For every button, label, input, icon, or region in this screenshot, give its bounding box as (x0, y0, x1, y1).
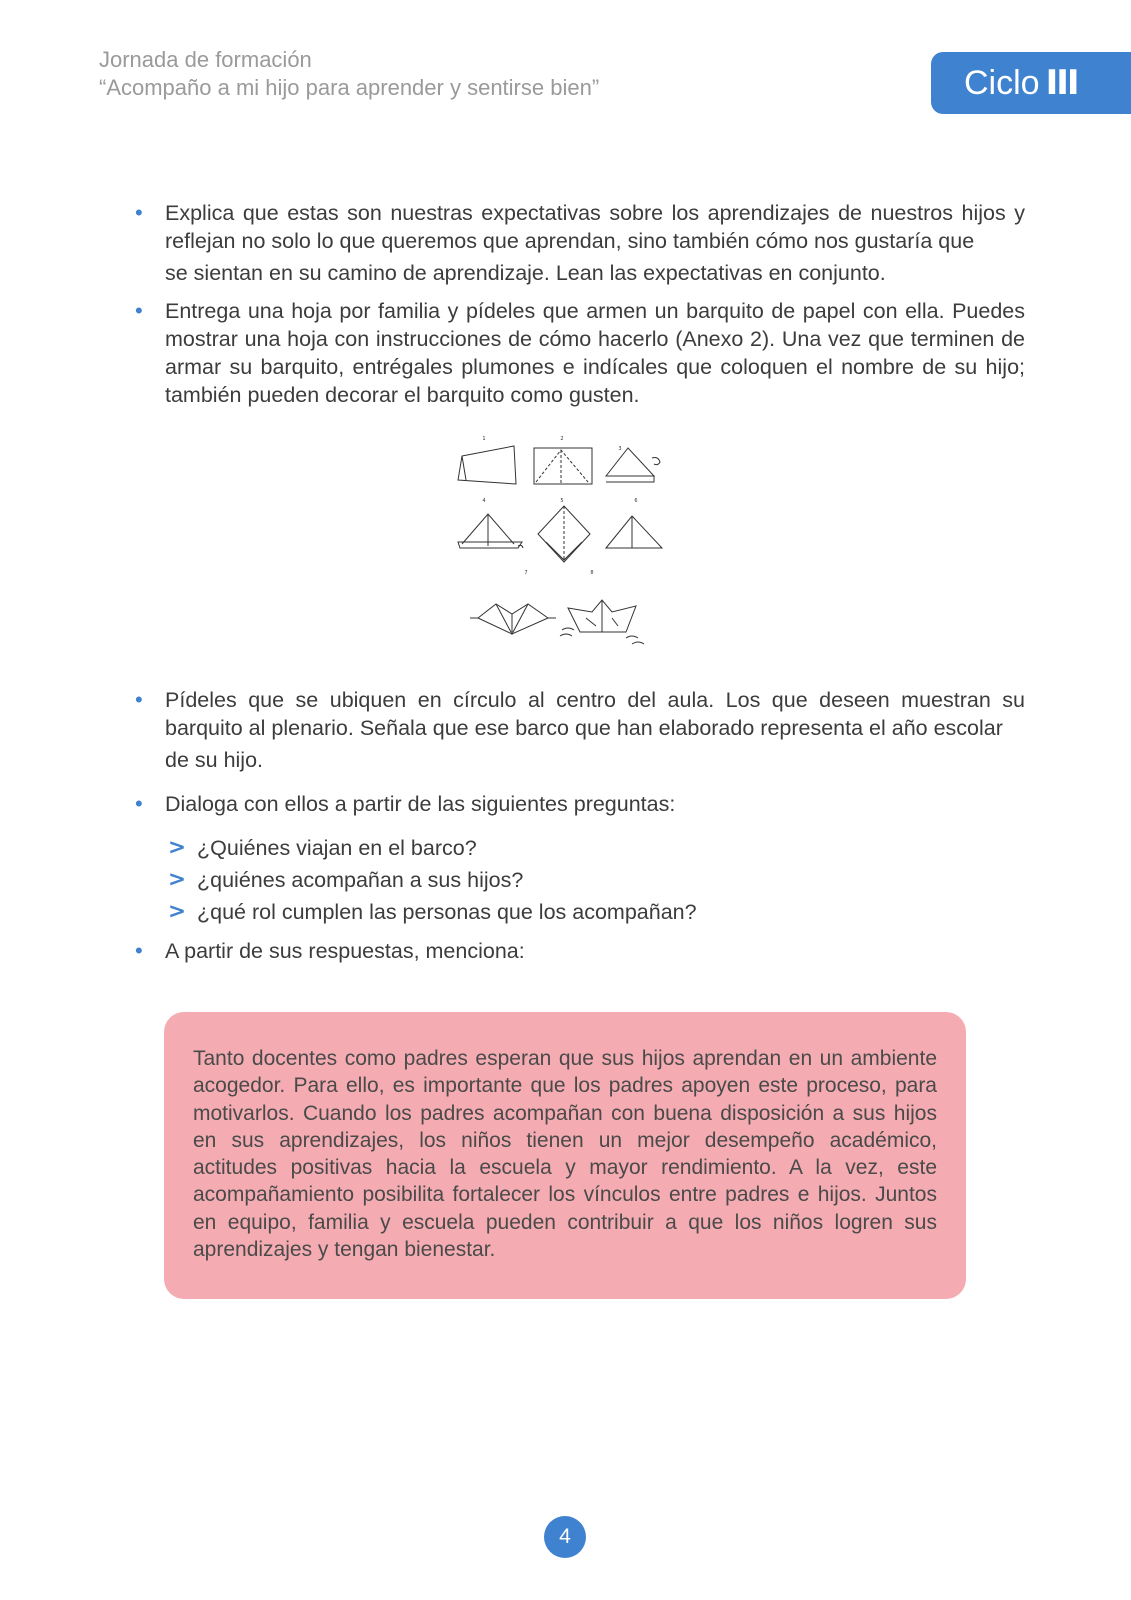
step-4-diagram (458, 514, 523, 548)
bullet-text-continued: de su hijo. (165, 748, 264, 772)
bullet-circle-activity (165, 686, 1025, 774)
step-6-diagram (606, 516, 662, 548)
step-5-diagram (538, 506, 590, 562)
cycle-tab (931, 52, 1131, 114)
question-item: > ¿Quiénes viajan en el barco? (197, 834, 477, 862)
bullet-text: Pídeles que se ubiquen en círculo al centro del aula. Los que deseen muestran su barquito al plenario. Señala que ese barco que han elaborado representa el año escolar (165, 688, 1025, 740)
step-7-diagram (470, 604, 556, 634)
header-subtitle: “Acompaño a mi hijo para aprender y sentirse bien” (99, 75, 600, 100)
running-header (99, 46, 599, 102)
bullet-paper-boat: • Entrega una hoja por familia y pídeles que armen un barquito de papel con ella. Puedes mostrar una hoja con instrucciones de cómo hacerlo (Anexo 2). Una vez que terminen de armar su barquito, entrégales plumones e indícales que coloquen el nombre de su hijo; también pueden decorar el barquito como gusten. (165, 297, 1025, 409)
step-2-diagram (534, 448, 592, 484)
step-8-diagram (560, 600, 644, 644)
step-1-diagram (458, 446, 516, 484)
question-item: > ¿qué rol cumplen las personas que los acompañan? (197, 898, 697, 926)
header-title: Jornada de formación (99, 47, 312, 72)
bullet-dialogue: • Dialoga con ellos a partir de las siguientes preguntas: (165, 790, 1025, 818)
step-label: 4 (482, 498, 486, 504)
question-item: > ¿quiénes acompañan a sus hijos? (197, 866, 523, 894)
step-label: 3 (618, 446, 622, 452)
step-label: 6 (634, 498, 638, 504)
highlight-text: Tanto docentes como padres esperan que sus hijos aprendan en un ambiente acogedor. Para ello, es importante que los padres apoyen este proceso, para motivarlos. Cuando los padres acompañan con buena disposición a sus hijos en sus aprendizajes, los niños tienen un mejor desempeño académico, actitudes positivas hacia la escuela y mayor rendimiento. A la vez, este acompañamiento posibilita fortalecer los vínculos entre padres e hijos. Juntos en equipo, familia y escuela pueden contribuir a que los niños logren sus aprendizajes y tengan bienestar. (193, 1047, 937, 1262)
step-label: 7 (524, 570, 528, 576)
highlight-box (164, 1012, 966, 1299)
step-label: 8 (590, 570, 594, 576)
step-3-diagram (606, 448, 660, 482)
step-label: 1 (482, 436, 486, 442)
page-number: 4 (544, 1516, 586, 1558)
bullet-expectations (165, 199, 1025, 287)
origami-boat-instructions (456, 434, 686, 654)
cycle-number: III (1045, 63, 1078, 103)
step-label: 5 (560, 498, 564, 504)
step-label: 2 (560, 436, 564, 442)
bullet-text: Explica que estas son nuestras expectativas sobre los aprendizajes de nuestros hijos y reflejan no solo lo que queremos que aprendan, sino también cómo nos gustaría que (165, 201, 1025, 253)
cycle-label: Ciclo (964, 64, 1040, 102)
bullet-text-continued: se sientan en su camino de aprendizaje. Lean las expectativas en conjunto. (165, 261, 886, 285)
bullet-mention: • A partir de sus respuestas, menciona: (165, 937, 1025, 965)
